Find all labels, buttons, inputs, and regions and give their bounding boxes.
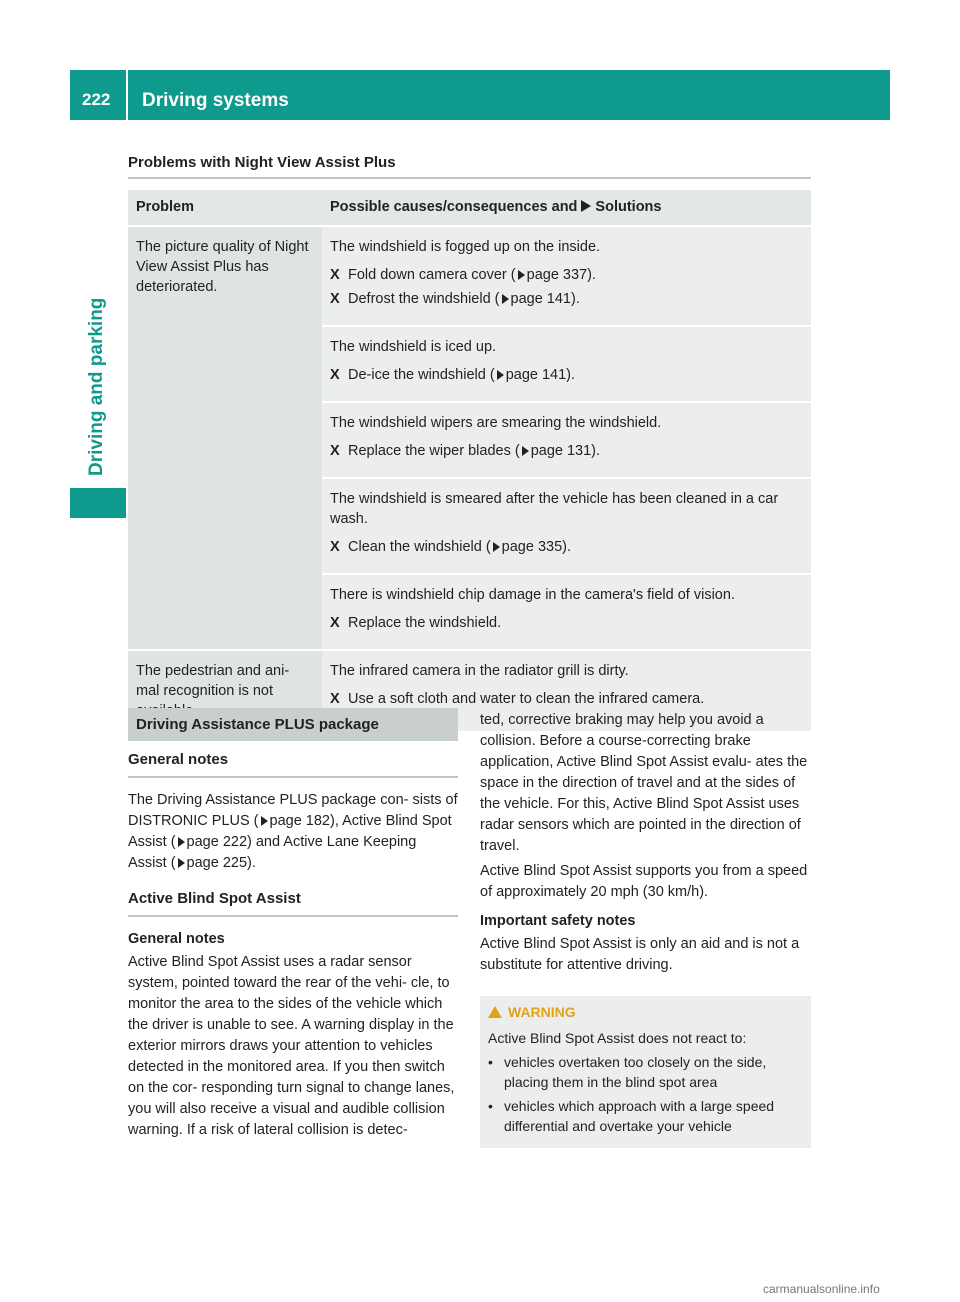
x-mark-icon: X — [330, 367, 340, 383]
heading-rule — [128, 776, 458, 778]
table-header-row — [128, 190, 811, 225]
page-arrow-icon — [178, 837, 185, 847]
page-header — [70, 70, 890, 120]
warning-list — [488, 1052, 803, 1136]
problem-cell: The picture quality of Night View Assist Plus has deteriorated. — [128, 227, 322, 649]
list-item: • vehicles overtaken too closely on the side, placing them in the blind spot area — [488, 1054, 767, 1090]
cause-cell — [322, 403, 811, 477]
sidebar — [70, 120, 126, 500]
cause-cell — [322, 227, 811, 325]
header-problem: Problem — [128, 190, 322, 225]
sidebar-marker — [70, 488, 126, 518]
page-arrow-icon — [261, 816, 268, 826]
cause-cell — [322, 575, 811, 649]
cause-text: The windshield wipers are smearing the windshield. — [330, 415, 662, 431]
x-mark-icon: X — [330, 291, 340, 307]
page-arrow-icon — [518, 270, 525, 280]
page-ref-link[interactable]: page 222) and Active Lane Keeping Assist ( — [128, 834, 417, 871]
table-row — [128, 227, 811, 325]
header-solutions-pre: Possible causes/consequences and — [330, 199, 578, 215]
play-arrow-icon — [581, 200, 591, 212]
abs-heading: Active Blind Spot Assist — [128, 890, 301, 907]
general-notes-heading: General notes — [128, 751, 229, 768]
page-ref-link[interactable]: page 335). — [501, 539, 572, 555]
header-divider — [126, 70, 128, 120]
package-box-title: Driving Assistance PLUS package — [128, 708, 458, 741]
safety-text: Active Blind Spot Assist is only an aid and is not a substitute for attentive driving. — [480, 936, 800, 973]
cause-cell — [322, 327, 811, 401]
page-arrow-icon — [502, 294, 509, 304]
page-ref-link[interactable]: page 182), Active Blind Spot Assist ( — [128, 813, 452, 850]
page-arrow-icon — [493, 542, 500, 552]
problem-table — [128, 188, 811, 733]
general-notes-text: The Driving Assistance PLUS package con- sists of DISTRONIC PLUS ( page 182), Active Blind Spot Assist ( page 222) and Active Lane Keeping Assist ( page 225). — [128, 792, 458, 871]
page-ref-link[interactable]: page 337). — [526, 267, 596, 283]
page-ref-link[interactable]: page 225). — [186, 855, 256, 871]
x-mark-icon: X — [330, 539, 340, 555]
bullet-icon: • — [488, 1098, 493, 1114]
cause-text: The windshield is iced up. — [330, 339, 497, 355]
sidebar-label: Driving and parking — [86, 297, 107, 476]
warning-box — [480, 996, 811, 1148]
solution-item: X De-ice the windshield ( page 141). — [330, 367, 576, 383]
page-ref-link[interactable]: page 141). — [505, 367, 576, 383]
solution-item: X Defrost the windshield ( page 141). — [330, 291, 580, 307]
cause-cell — [322, 479, 811, 573]
page-arrow-icon — [178, 858, 185, 868]
page-ref-link[interactable]: page 131). — [530, 443, 601, 459]
x-mark-icon: X — [330, 615, 340, 631]
heading-rule — [128, 915, 458, 917]
cause-text: The windshield is fogged up on the inside. — [330, 239, 601, 255]
left-column — [128, 708, 458, 1145]
right-text-1: ted, corrective braking may help you avoid a collision. Before a course-correcting brake application, Active Blind Spot Assist evalu- ates the space in the direction of travel and at the sides of the vehicle. For this, Active Blind Spot Assist uses radar sensors which are pointed in the direction of travel. — [480, 712, 808, 854]
x-mark-icon: X — [330, 443, 340, 459]
right-column — [480, 710, 811, 980]
abs-text: Active Blind Spot Assist uses a radar sensor system, pointed toward the rear of the vehi- cle, to monitor the area to the sides of the vehicle which the driver is unable to see. A warning display in the exterior mirrors draws your attention to vehicles detected in the monitored area. If you then switch on the cor- responding turn signal to change lanes, you will also receive a visual and audible collision warning. If a risk of lateral collision is detec- — [128, 954, 455, 1138]
cause-text: There is windshield chip damage in the camera's field of vision. — [330, 587, 735, 603]
footer-watermark: carmanualsonline.info — [763, 1282, 880, 1296]
warning-title: WARNING — [488, 1002, 803, 1022]
page-arrow-icon — [497, 370, 504, 380]
x-mark-icon: X — [330, 267, 340, 283]
page-arrow-icon — [522, 446, 529, 456]
solution-item: X Use a soft cloth and water to clean the infrared camera. — [330, 691, 705, 707]
abs-subheading: General notes — [128, 931, 225, 947]
solution-item: X Replace the windshield. — [330, 615, 502, 631]
page-number: 222 — [82, 90, 111, 109]
section-rule — [128, 177, 811, 179]
header-solutions-post: Solutions — [595, 199, 662, 215]
warning-triangle-icon — [488, 1006, 502, 1018]
safety-heading: Important safety notes — [480, 913, 636, 929]
x-mark-icon: X — [330, 691, 340, 707]
warning-intro: Active Blind Spot Assist does not react to: — [488, 1030, 747, 1046]
list-item: • vehicles which approach with a large speed differential and overtake your vehicle — [488, 1098, 775, 1134]
cause-text: The windshield is smeared after the vehicle has been cleaned in a car wash. — [330, 491, 779, 527]
cause-text: The infrared camera in the radiator grill is dirty. — [330, 663, 629, 679]
problem-cell: The pedestrian and ani- mal recognition is not — [128, 651, 322, 731]
solution-item: X Fold down camera cover ( page 337). — [330, 267, 596, 283]
header-solutions — [322, 190, 811, 225]
page-ref-link[interactable]: page 141). — [510, 291, 580, 307]
solution-item: X Clean the windshield ( page 335). — [330, 539, 572, 555]
chapter-title: Driving systems — [142, 90, 289, 111]
solution-item: X Replace the wiper blades ( page 131). — [330, 443, 601, 459]
right-text-2: Active Blind Spot Assist supports you from a speed of approximately 20 mph (30 km/h). — [480, 863, 808, 900]
bullet-icon: • — [488, 1054, 493, 1070]
section-title: Problems with Night View Assist Plus — [128, 154, 396, 171]
